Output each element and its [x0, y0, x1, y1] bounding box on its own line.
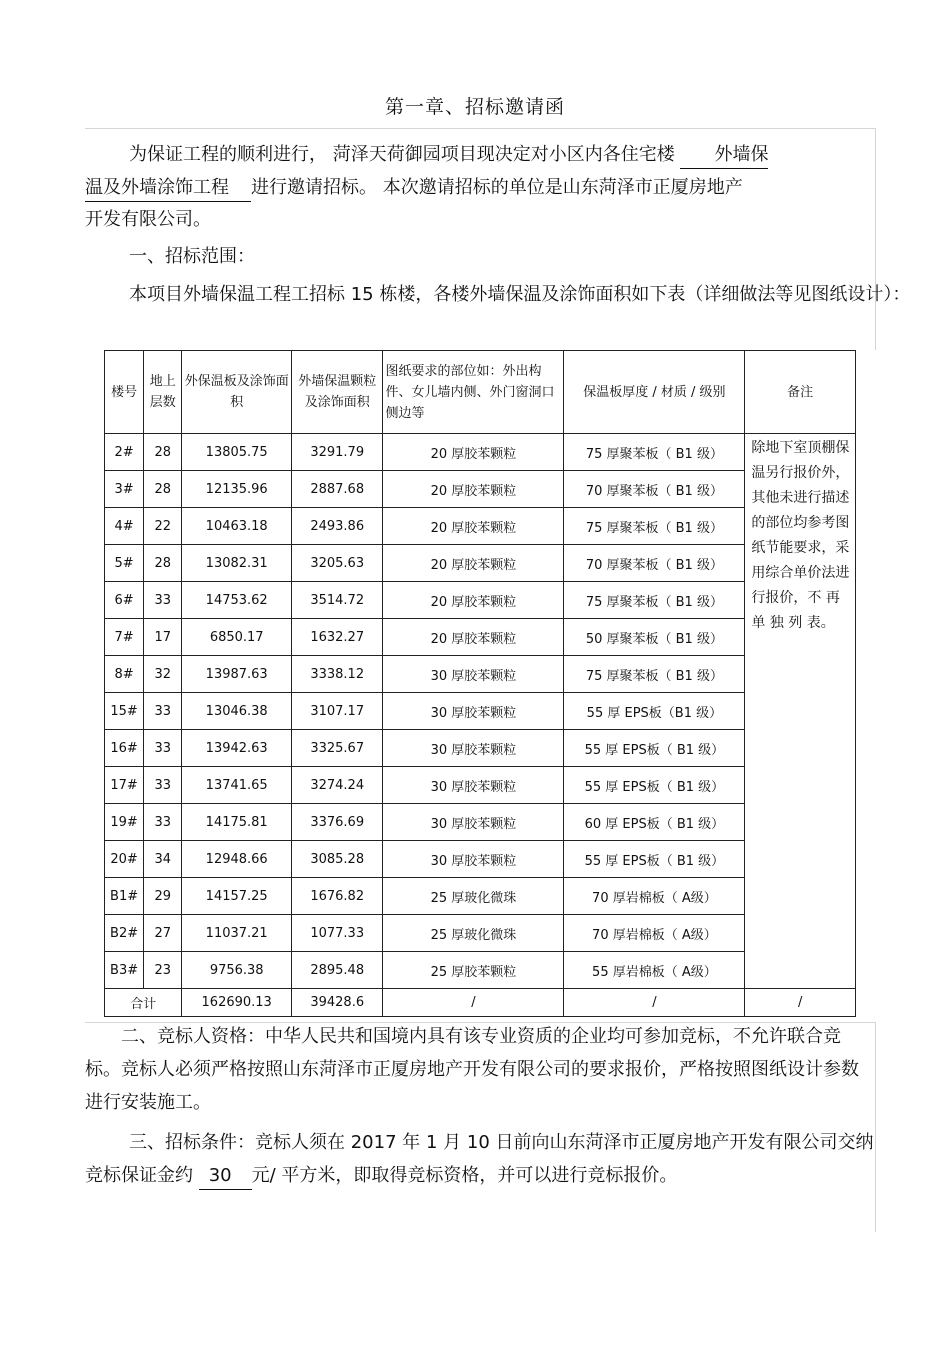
cell-parts: 20 厚胶苯颗粒 — [383, 508, 564, 545]
table-row — [105, 767, 856, 804]
intro-paragraph-line3: 开发有限公司。 — [85, 209, 211, 230]
intro-paragraph-line2 — [85, 171, 875, 204]
cell-granule-area: 3274.24 — [291, 767, 382, 804]
cell-parts: 30 厚胶苯颗粒 — [383, 656, 564, 693]
cell-thickness: 55 厚 EPS板（B1 级） — [564, 693, 745, 730]
cell-floors: 34 — [144, 841, 182, 878]
cell-floors: 32 — [144, 656, 182, 693]
cell-parts: 30 厚胶苯颗粒 — [383, 767, 564, 804]
cell-thickness: 70 厚岩棉板（ A级） — [564, 878, 745, 915]
cell-building-no: 6# — [105, 582, 144, 619]
cell-granule-area: 3376.69 — [291, 804, 382, 841]
cell-thickness: 60 厚 EPS板（ B1 级） — [564, 804, 745, 841]
cell-thickness: 55 厚岩棉板（ A级） — [564, 952, 745, 989]
total-insulation-area: 162690.13 — [182, 989, 292, 1017]
cell-floors: 28 — [144, 471, 182, 508]
cell-building-no: 20# — [105, 841, 144, 878]
cell-insulation-area: 9756.38 — [182, 952, 292, 989]
cell-granule-area: 2493.86 — [291, 508, 382, 545]
cell-building-no: 4# — [105, 508, 144, 545]
cell-floors: 22 — [144, 508, 182, 545]
cell-floors: 33 — [144, 730, 182, 767]
cell-floors: 28 — [144, 545, 182, 582]
cell-thickness: 75 厚聚苯板（ B1 级） — [564, 508, 745, 545]
cell-granule-area: 1632.27 — [291, 619, 382, 656]
table-row — [105, 471, 856, 508]
cell-parts: 30 厚胶苯颗粒 — [383, 693, 564, 730]
table-row — [105, 656, 856, 693]
cell-thickness: 75 厚聚苯板（ B1 级） — [564, 582, 745, 619]
intro-rest: 进行邀请招标。 本次邀请招标的单位是山东菏泽市正厦房地产 — [251, 177, 743, 198]
cell-floors: 28 — [144, 434, 182, 471]
header-building-no: 楼号 — [105, 351, 144, 434]
cell-thickness: 55 厚 EPS板（ B1 级） — [564, 767, 745, 804]
cell-building-no: 16# — [105, 730, 144, 767]
cell-insulation-area: 12135.96 — [182, 471, 292, 508]
deposit-amount: 30 — [199, 1163, 252, 1190]
cell-floors: 33 — [144, 767, 182, 804]
section1-body: 本项目外墙保温工程工招标 15 栋楼，各楼外墙保温及涂饰面积如下表（详细做法等见图纸设计）： — [129, 284, 911, 305]
project-name-part-b: 温及外墙涂饰工程 — [85, 175, 251, 202]
cell-parts: 30 厚胶苯颗粒 — [383, 804, 564, 841]
total-label: 合计 — [105, 989, 182, 1017]
section3-part2: 元/ 平方米，即取得竞标资格，并可以进行竞标报价。 — [251, 1165, 678, 1186]
header-thickness: 保温板厚度 / 材质 / 级别 — [564, 351, 745, 434]
cell-floors: 29 — [144, 878, 182, 915]
area-table — [104, 350, 856, 1017]
cell-insulation-area: 13082.31 — [182, 545, 292, 582]
cell-parts: 30 厚胶苯颗粒 — [383, 730, 564, 767]
cell-thickness: 55 厚 EPS板（ B1 级） — [564, 841, 745, 878]
cell-building-no: 15# — [105, 693, 144, 730]
cell-building-no: 5# — [105, 545, 144, 582]
table-row — [105, 508, 856, 545]
cell-parts: 20 厚胶苯颗粒 — [383, 471, 564, 508]
cell-insulation-area: 13741.65 — [182, 767, 292, 804]
cell-granule-area: 3514.72 — [291, 582, 382, 619]
section1-heading: 一、招标范围： — [129, 246, 255, 267]
table-row — [105, 545, 856, 582]
cell-floors: 27 — [144, 915, 182, 952]
cell-building-no: 8# — [105, 656, 144, 693]
cell-granule-area: 3291.79 — [291, 434, 382, 471]
cell-insulation-area: 14157.25 — [182, 878, 292, 915]
cell-parts: 30 厚胶苯颗粒 — [383, 841, 564, 878]
total-parts: / — [383, 989, 564, 1017]
header-remark: 备注 — [745, 351, 856, 434]
cell-insulation-area: 12948.66 — [182, 841, 292, 878]
cell-parts: 20 厚胶苯颗粒 — [383, 545, 564, 582]
cell-granule-area: 2895.48 — [291, 952, 382, 989]
remark-note: 除地下室顶棚保温另行报价外，其他未进行描述的部位均参考图纸节能要求，采用综合单价法进行报价，不 再 单 独 列 表。 — [745, 434, 856, 989]
table-row — [105, 804, 856, 841]
cell-building-no: B3# — [105, 952, 144, 989]
total-thickness: / — [564, 989, 745, 1017]
total-remark: / — [745, 989, 856, 1017]
cell-thickness: 70 厚聚苯板（ B1 级） — [564, 471, 745, 508]
cell-thickness: 70 厚岩棉板（ A级） — [564, 915, 745, 952]
cell-insulation-area: 13046.38 — [182, 693, 292, 730]
cell-insulation-area: 13805.75 — [182, 434, 292, 471]
frame-line-bottom-right — [875, 1022, 876, 1232]
header-floors: 地上层数 — [144, 351, 182, 434]
cell-granule-area: 3205.63 — [291, 545, 382, 582]
cell-parts: 25 厚玻化微珠 — [383, 915, 564, 952]
section3-body — [85, 1126, 875, 1192]
intro-paragraph — [85, 138, 919, 171]
cell-parts: 20 厚胶苯颗粒 — [383, 434, 564, 471]
cell-floors: 33 — [144, 582, 182, 619]
cell-insulation-area: 13942.63 — [182, 730, 292, 767]
cell-insulation-area: 13987.63 — [182, 656, 292, 693]
cell-thickness: 75 厚聚苯板（ B1 级） — [564, 434, 745, 471]
cell-granule-area: 3338.12 — [291, 656, 382, 693]
table-body — [105, 434, 856, 1017]
cell-floors: 33 — [144, 693, 182, 730]
cell-thickness: 55 厚 EPS板（ B1 级） — [564, 730, 745, 767]
cell-building-no: 2# — [105, 434, 144, 471]
cell-building-no: 17# — [105, 767, 144, 804]
table-row — [105, 693, 856, 730]
cell-parts: 20 厚胶苯颗粒 — [383, 582, 564, 619]
table-header-row — [105, 351, 856, 434]
section2-body: 二、竞标人资格：中华人民共和国境内具有该专业资质的企业均可参加竞标，不允许联合竞标。竞标人必须严格按照山东菏泽市正厦房地产开发有限公司的要求报价，严格按照图纸设计参数进行安装施工。 — [85, 1026, 859, 1113]
cell-parts: 25 厚胶苯颗粒 — [383, 952, 564, 989]
project-name-part-a: 外墙保 — [680, 142, 768, 169]
header-parts: 图纸要求的部位如：外出构件、女儿墙内侧、外门窗洞口侧边等 — [383, 351, 564, 434]
cell-floors: 33 — [144, 804, 182, 841]
table-row — [105, 915, 856, 952]
table-row — [105, 841, 856, 878]
cell-granule-area: 3085.28 — [291, 841, 382, 878]
cell-granule-area: 3325.67 — [291, 730, 382, 767]
cell-parts: 20 厚胶苯颗粒 — [383, 619, 564, 656]
cell-floors: 23 — [144, 952, 182, 989]
intro-lead: 为保证工程的顺利进行， 菏泽天荷御园项目现决定对小区内各住宅楼 — [129, 144, 675, 165]
cell-granule-area: 1077.33 — [291, 915, 382, 952]
cell-building-no: B2# — [105, 915, 144, 952]
cell-building-no: 19# — [105, 804, 144, 841]
cell-insulation-area: 10463.18 — [182, 508, 292, 545]
cell-thickness: 75 厚聚苯板（ B1 级） — [564, 656, 745, 693]
cell-insulation-area: 6850.17 — [182, 619, 292, 656]
frame-line-top — [85, 128, 875, 129]
table-row — [105, 582, 856, 619]
cell-insulation-area: 11037.21 — [182, 915, 292, 952]
table-row — [105, 952, 856, 989]
cell-insulation-area: 14175.81 — [182, 804, 292, 841]
header-granule-area: 外墙保温颗粒及涂饰面积 — [291, 351, 382, 434]
table-row — [105, 619, 856, 656]
table-row — [105, 434, 856, 471]
page-title: 第一章、招标邀请函 — [384, 96, 565, 118]
cell-building-no: 3# — [105, 471, 144, 508]
cell-floors: 17 — [144, 619, 182, 656]
cell-granule-area: 3107.17 — [291, 693, 382, 730]
cell-granule-area: 1676.82 — [291, 878, 382, 915]
table-total-row — [105, 989, 856, 1017]
cell-building-no: B1# — [105, 878, 144, 915]
cell-insulation-area: 14753.62 — [182, 582, 292, 619]
cell-parts: 25 厚玻化微珠 — [383, 878, 564, 915]
cell-thickness: 70 厚聚苯板（ B1 级） — [564, 545, 745, 582]
section3-part1: 三、招标条件：竞标人须在 2017 年 1 月 10 日前向山东菏泽市正厦房地产开发有限公司交纳竞标保证金约 — [85, 1132, 874, 1186]
table-row — [105, 878, 856, 915]
cell-thickness: 50 厚聚苯板（ B1 级） — [564, 619, 745, 656]
cell-granule-area: 2887.68 — [291, 471, 382, 508]
header-insulation-area: 外保温板及涂饰面积 — [182, 351, 292, 434]
total-granule-area: 39428.6 — [291, 989, 382, 1017]
cell-building-no: 7# — [105, 619, 144, 656]
table-row — [105, 730, 856, 767]
